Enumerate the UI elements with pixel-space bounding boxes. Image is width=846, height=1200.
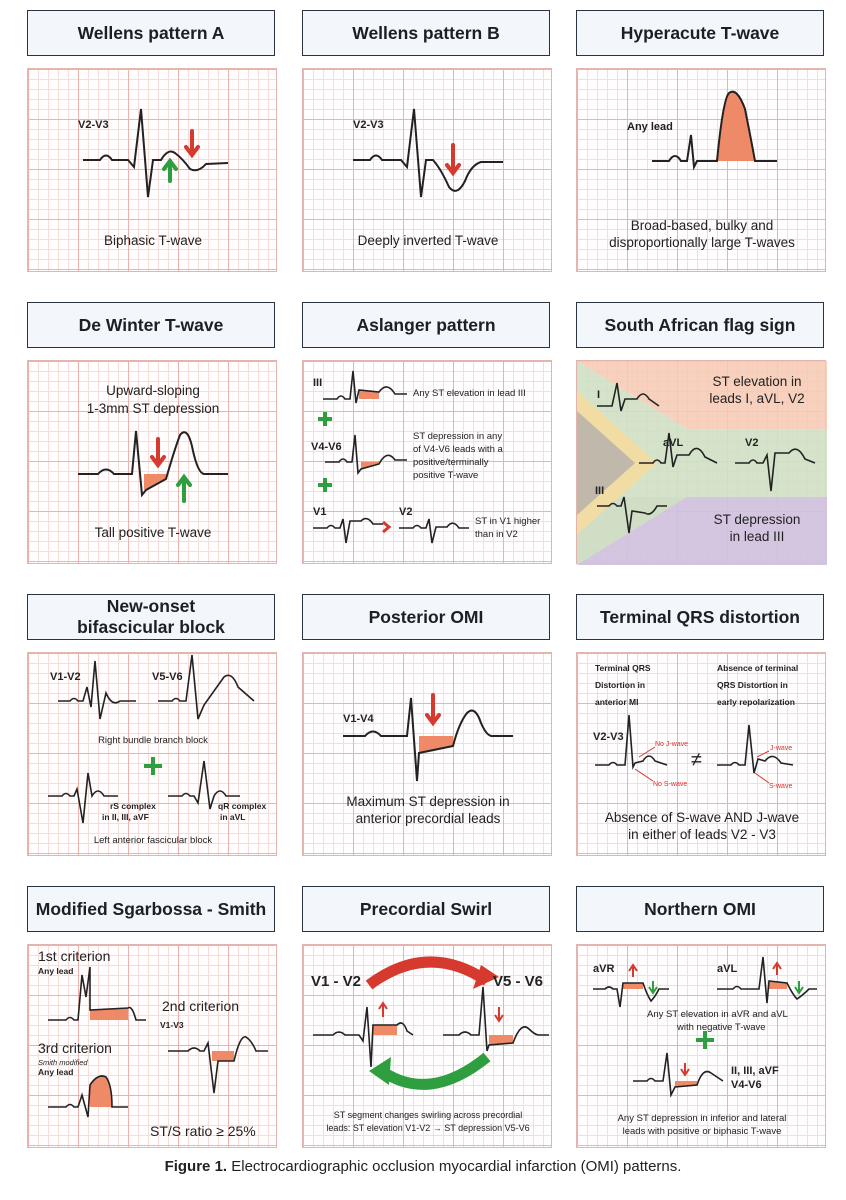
ecg-grid	[302, 68, 552, 272]
caption-line-1: Broad-based, bulky and	[630, 218, 774, 233]
caption: Deeply inverted T-wave	[357, 233, 499, 248]
ecg-grid	[302, 652, 552, 856]
text-v4v6-1: ST depression in any	[413, 431, 503, 442]
no-j-wave-label: No J-wave	[655, 741, 689, 748]
caption-line-1: Maximum ST depression in	[346, 794, 510, 809]
rbbb-label: Right bundle branch block	[98, 735, 208, 746]
ecg-grid	[27, 68, 277, 272]
top-text-1: Upward-sloping	[106, 383, 200, 398]
rs-label-2: in II, III, aVF	[102, 812, 149, 822]
panel-sgarbossa	[27, 886, 277, 1150]
criterion-2: 2nd criterion	[162, 998, 240, 1014]
text-v4v6-2: of V4-V6 leads with a	[413, 444, 503, 455]
panel-title	[302, 10, 550, 56]
lead-label-i: I	[597, 389, 601, 401]
lead-label-v2: V2	[745, 437, 759, 449]
panel-wellens-b	[302, 10, 552, 274]
panel-aslanger	[302, 302, 552, 566]
lead-label-v1v2: V1-V2	[50, 671, 81, 683]
text-v1v2-1: ST in V1 higher	[475, 516, 541, 527]
criterion-3-modifier: Smith modified	[38, 1058, 88, 1067]
criterion-3-lead: Any lead	[38, 1067, 74, 1077]
title-text: Terminal QRS distortion	[600, 606, 800, 627]
title-text: Wellens pattern B	[352, 22, 500, 43]
lead-label-v4v6: V4-V6	[311, 441, 342, 453]
panel-title	[576, 302, 824, 348]
title-line-1: New-onset	[106, 596, 196, 616]
panel-wellens-a	[27, 10, 277, 274]
panel-title	[576, 10, 824, 56]
no-s-wave-label: No S-wave	[653, 781, 688, 788]
text-bottom-2: leads with positive or biphasic T-wave	[622, 1126, 782, 1137]
text-v4v6-3: positive/terminally	[413, 457, 489, 468]
panel-title	[27, 302, 275, 348]
ecg-grid	[27, 360, 277, 564]
left-text-3: anterior MI	[595, 697, 639, 707]
panel-northern-omi	[576, 886, 826, 1150]
panel-title	[302, 302, 550, 348]
s-wave-label: S-wave	[769, 783, 793, 790]
panel-hyperacute	[576, 10, 826, 274]
ecg-grid	[576, 68, 826, 272]
panel-title	[27, 594, 275, 640]
text-elevation-1: ST elevation in	[712, 374, 802, 389]
text-v4v6-4: positive T-wave	[413, 470, 479, 481]
lead-label-inferior-2: V4-V6	[731, 1079, 762, 1091]
right-text-2: QRS Distortion in	[717, 680, 788, 690]
figure-caption-text: Electrocardiographic occlusion myocardial infarction (OMI) patterns.	[227, 1158, 682, 1175]
text-bottom-1: Any ST depression in inferior and lateral	[617, 1113, 787, 1124]
title-line-2: bifascicular block	[77, 617, 225, 637]
text-depression-2: in lead III	[729, 529, 785, 544]
text-v1v2-2: than in V2	[475, 529, 518, 540]
ratio-text: ST/S ratio ≥ 25%	[150, 1123, 256, 1139]
caption-line-2: anterior precordial leads	[355, 811, 501, 826]
panel-title	[302, 594, 550, 640]
right-text-3: early repolarization	[717, 697, 795, 707]
not-equal-sign: ≠	[691, 749, 702, 771]
lead-label-left: V1 - V2	[311, 973, 362, 990]
top-text-2: 1-3mm ST depression	[86, 401, 220, 416]
title-text: Wellens pattern A	[77, 22, 225, 43]
title-text: Modified Sgarbossa - Smith	[35, 898, 267, 919]
caption: Tall positive T-wave	[94, 525, 212, 540]
caption-line-1: Absence of S-wave AND J-wave	[604, 810, 800, 825]
lead-label-iii: III	[595, 485, 605, 497]
ecg-grid	[576, 944, 826, 1148]
lead-label-right: V5 - V6	[493, 973, 544, 990]
qr-label-2: in aVL	[220, 812, 246, 822]
title-text: Hyperacute T-wave	[620, 22, 780, 43]
panel-posterior-omi	[302, 594, 552, 858]
title-text: Aslanger pattern	[356, 314, 496, 335]
panel-title	[576, 594, 824, 640]
panel-bifascicular	[27, 594, 277, 858]
figure-label: Figure 1.	[164, 1158, 228, 1175]
title-text: Posterior OMI	[368, 606, 484, 627]
criterion-3: 3rd criterion	[38, 1040, 112, 1056]
j-wave-label: J-wave	[770, 745, 793, 752]
text-top-2: with negative T-wave	[677, 1022, 766, 1033]
panel-precordial-swirl	[302, 886, 552, 1150]
title-text: De Winter T-wave	[78, 314, 224, 335]
panel-title	[27, 10, 275, 56]
ecg-grid	[27, 652, 277, 856]
text-top-1: Any ST elevation in aVR and aVL	[647, 1009, 788, 1020]
panel-title	[302, 886, 550, 932]
rs-label-1: rS complex	[110, 801, 156, 811]
lead-label-avl: aVL	[663, 437, 684, 449]
title-text: Northern OMI	[644, 898, 756, 919]
caption-line-2: leads: ST elevation V1-V2 → ST depression V5-V6	[326, 1123, 530, 1133]
caption-line-2: in either of leads V2 - V3	[628, 827, 776, 842]
lead-label-v2: V2	[399, 506, 413, 518]
criterion-2-lead: V1-V3	[160, 1020, 184, 1030]
lead-label: V1-V4	[343, 713, 374, 725]
caption-line-1: ST segment changes swirling across precordial	[333, 1110, 523, 1120]
lead-label: V2-V3	[78, 119, 109, 131]
lead-label-avl: aVL	[717, 963, 738, 975]
caption: Biphasic T-wave	[103, 233, 203, 248]
lead-label-inferior-1: II, III, aVF	[731, 1065, 779, 1077]
panel-terminal-qrs	[576, 594, 826, 858]
ecg-grid	[302, 944, 552, 1148]
qr-label-1: qR complex	[218, 801, 267, 811]
text-elevation-2: leads I, aVL, V2	[709, 391, 805, 406]
panel-title	[576, 886, 824, 932]
lead-label: V2-V3	[593, 731, 624, 743]
lead-label-v1: V1	[313, 506, 327, 518]
ecg-trace	[28, 653, 278, 857]
lead-label-iii: III	[313, 377, 323, 389]
left-text-2: Distortion in	[595, 680, 646, 690]
text-depression-1: ST depression	[713, 512, 801, 527]
lead-label-v5v6: V5-V6	[152, 671, 183, 683]
panel-de-winter	[27, 302, 277, 566]
title-text	[77, 596, 225, 638]
ecg-grid	[576, 360, 826, 564]
criterion-1-lead: Any lead	[38, 966, 74, 976]
title-text: Precordial Swirl	[359, 898, 493, 919]
lafb-label: Left anterior fascicular block	[93, 835, 213, 846]
criterion-1: 1st criterion	[38, 948, 111, 964]
ecg-grid	[576, 652, 826, 856]
lead-label: Any lead	[627, 121, 673, 133]
ecg-grid	[302, 360, 552, 564]
lead-label: V2-V3	[353, 119, 384, 131]
text-iii: Any ST elevation in lead III	[413, 388, 526, 399]
right-text-1: Absence of terminal	[717, 663, 799, 673]
caption-line-2: disproportionally large T-waves	[609, 235, 795, 250]
panel-south-african-flag	[576, 302, 826, 566]
title-text: South African flag sign	[604, 314, 796, 335]
figure-caption	[0, 1158, 846, 1175]
lead-label-avr: aVR	[593, 963, 615, 975]
panel-title	[27, 886, 275, 932]
ecg-grid	[27, 944, 277, 1148]
left-text-1: Terminal QRS	[595, 663, 651, 673]
